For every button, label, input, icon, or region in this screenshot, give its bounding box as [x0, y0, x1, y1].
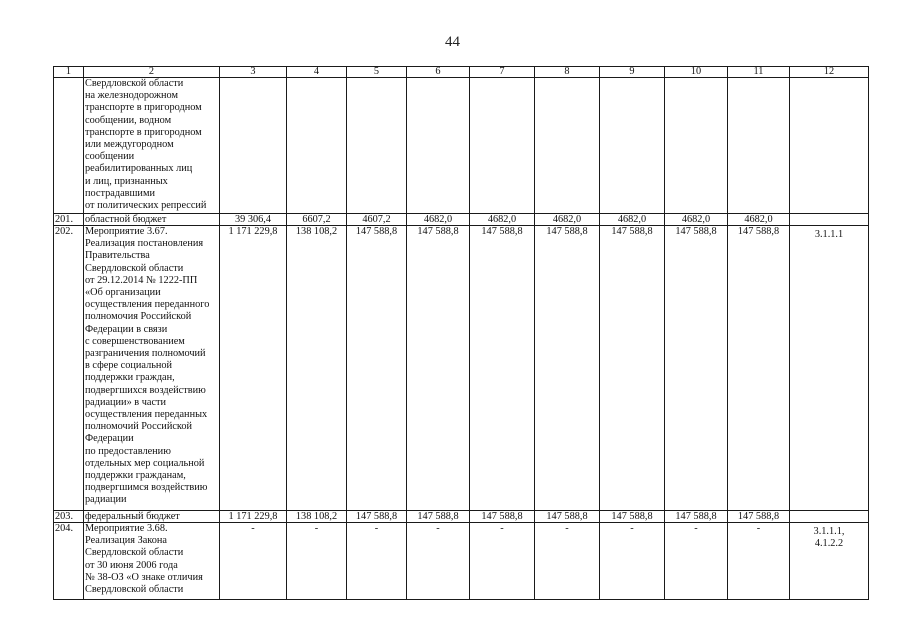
column-header-10: 10 — [690, 66, 702, 77]
row-description-line: полномочия Российской — [85, 311, 192, 323]
amount-cell: 147 588,8 — [546, 511, 588, 522]
amount-cell: 147 588,8 — [546, 226, 588, 237]
row-description-line: подвергшихся воздействию — [85, 384, 206, 396]
row-description-line: радиации» в части — [85, 396, 167, 408]
row-description-line: от политических репрессий — [85, 200, 207, 211]
row-number: 203. — [55, 511, 74, 522]
amount-cell: 4682,0 — [487, 214, 517, 225]
target-code-cell — [790, 514, 868, 522]
row-description-line: на железнодорожном — [85, 90, 178, 102]
row-description-line: отдельных мер социальной — [85, 457, 205, 469]
column-header-2: 2 — [148, 66, 155, 77]
amount-cell: 4682,0 — [744, 214, 773, 225]
amount-cell: - — [565, 523, 569, 534]
amount-cell — [535, 78, 599, 91]
column-header-4: 4 — [313, 66, 320, 77]
amount-cell: 147 588,8 — [611, 511, 653, 522]
amount-cell: 1 171 229,8 — [228, 511, 278, 522]
row-description-line: разграничения полномочий — [85, 348, 206, 359]
row-description-line: федеральный бюджет — [85, 511, 180, 522]
amount-cell: 147 588,8 — [737, 511, 780, 522]
amount-cell — [347, 78, 406, 91]
amount-cell: 1 171 229,8 — [228, 226, 278, 237]
target-code-cell: 3.1.1.1 — [814, 229, 844, 240]
row-number: 202. — [55, 226, 74, 237]
amount-cell: 4682,0 — [423, 214, 453, 225]
row-description-line: сообщении, водном — [85, 114, 172, 126]
column-border-0 — [53, 66, 54, 600]
row-description-line: сообщении — [85, 151, 135, 163]
amount-cell: - — [374, 523, 379, 534]
row-description-line: транспорте в пригородном — [85, 102, 202, 114]
target-code-cell: 3.1.1.1, 4.1.2.2 — [813, 526, 845, 550]
amount-cell: - — [694, 523, 698, 534]
amount-cell: - — [756, 523, 761, 534]
row-description-line: в сфере социальной — [85, 360, 173, 372]
amount-cell: 147 588,8 — [355, 511, 398, 522]
amount-cell: - — [436, 523, 440, 534]
amount-cell: 4682,0 — [552, 214, 582, 225]
column-header-3: 3 — [250, 66, 256, 77]
row-description-line: Мероприятие 3.68. — [85, 523, 168, 534]
amount-cell: - — [314, 523, 319, 534]
row-description-line: № 38-ОЗ «О знаке отличия — [85, 571, 203, 583]
column-header-5: 5 — [373, 66, 380, 77]
row-description-line: Реализация Закона — [85, 535, 168, 547]
column-header-7: 7 — [499, 66, 505, 77]
row-description-line: от 30 июня 2006 года — [85, 559, 178, 571]
row-description-line: от 29.12.2014 № 1222-ПП — [85, 274, 198, 286]
column-header-11: 11 — [753, 66, 764, 77]
row-description-line: Федерации в связи — [85, 323, 168, 335]
row-description-line: осуществления переданных — [85, 409, 208, 420]
row-description-line: осуществления переданного — [85, 299, 210, 311]
row-description-line: транспорте в пригородном — [85, 126, 202, 138]
amount-cell — [600, 78, 664, 91]
row-description-line: или междугородном — [85, 139, 174, 150]
amount-cell — [220, 78, 286, 91]
amount-cell: 147 588,8 — [481, 226, 523, 237]
row-number: 201. — [55, 214, 74, 225]
row-description-line: с совершенствованием — [85, 335, 185, 347]
row-description-line: радиации — [85, 494, 127, 506]
row-description-line: Свердловской области — [85, 78, 184, 89]
row-description-line: реабилитированных лиц — [85, 163, 193, 175]
column-border-1 — [83, 66, 84, 600]
row-description-line: и лиц, признанных — [85, 175, 168, 187]
amount-cell: 147 588,8 — [481, 511, 523, 522]
amount-cell: 147 588,8 — [355, 226, 398, 237]
row-description-line: поддержки гражданам, — [85, 470, 186, 481]
amount-cell: 147 588,8 — [417, 226, 459, 237]
row-description-line: подвергшимся воздействию — [85, 482, 208, 494]
amount-cell: - — [500, 523, 504, 534]
amount-cell — [728, 78, 789, 91]
row-description-line: пострадавшими — [85, 187, 155, 199]
row-description-line: по предоставлению — [85, 445, 171, 457]
row-description-line: «Об организации — [85, 287, 161, 298]
amount-cell — [665, 78, 727, 91]
row-description-line: Федерации — [85, 433, 134, 445]
amount-cell: 147 588,8 — [737, 226, 780, 237]
amount-cell: 147 588,8 — [417, 511, 459, 522]
amount-cell: 138 108,2 — [295, 511, 338, 522]
amount-cell: 147 588,8 — [611, 226, 653, 237]
row-description-line: Свердловской области — [85, 584, 184, 595]
amount-cell: 147 588,8 — [675, 511, 717, 522]
amount-cell — [470, 78, 534, 91]
target-code-cell — [790, 81, 868, 213]
row-description-line: Свердловской области — [85, 262, 184, 274]
row-number: 204. — [55, 523, 74, 534]
target-code-cell — [790, 217, 868, 225]
row-description-line: поддержки граждан, — [85, 372, 175, 384]
column-border-12 — [868, 66, 869, 600]
row-description-line: Мероприятие 3.67. — [85, 226, 168, 237]
amount-cell: - — [630, 523, 634, 534]
amount-cell — [407, 78, 469, 91]
amount-cell: 138 108,2 — [295, 226, 338, 237]
row-description-line: областной бюджет — [85, 214, 167, 225]
amount-cell: 39 306,4 — [234, 214, 272, 225]
row-description-line: полномочий Российской — [85, 421, 193, 433]
row-description-line: Реализация постановления — [85, 238, 204, 250]
column-header-6: 6 — [435, 66, 441, 77]
amount-cell — [287, 78, 346, 91]
amount-cell: 6607,2 — [302, 214, 331, 225]
amount-cell: 4682,0 — [681, 214, 711, 225]
column-header-8: 8 — [564, 66, 570, 77]
row-description-line: Свердловской области — [85, 547, 184, 559]
amount-cell: 147 588,8 — [675, 226, 717, 237]
row-border-4 — [53, 599, 869, 600]
amount-cell: 4607,2 — [362, 214, 391, 225]
row-number — [55, 78, 82, 213]
amount-cell: 4682,0 — [617, 214, 647, 225]
column-header-12: 12 — [823, 66, 835, 77]
amount-cell: - — [251, 523, 255, 534]
page-number: 44 — [445, 34, 460, 50]
column-header-9: 9 — [629, 66, 635, 77]
column-header-1: 1 — [65, 66, 72, 77]
row-description-line: Правительства — [85, 250, 150, 262]
